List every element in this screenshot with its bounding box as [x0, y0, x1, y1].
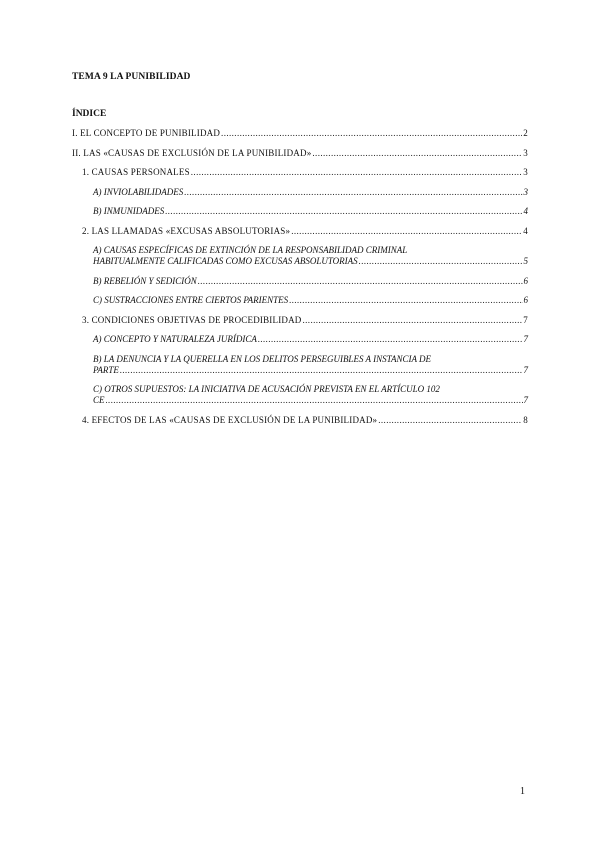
toc-entry-label: C) SUSTRACCIONES ENTRE CIERTOS PARIENTES: [93, 295, 289, 305]
toc-entry[interactable]: [72, 276, 528, 287]
table-of-contents: [72, 128, 528, 434]
toc-leader-dots: [258, 334, 523, 345]
index-heading: ÍNDICE: [72, 109, 107, 119]
toc-entry[interactable]: [72, 315, 528, 326]
toc-entry-label: 3. CONDICIONES OBJETIVAS DE PROCEDIBILIDAD: [82, 314, 302, 325]
toc-entry-label: II. LAS «CAUSAS DE EXCLUSIÓN DE LA PUNIBILIDAD»: [72, 147, 312, 158]
toc-entry-page: 3: [523, 147, 528, 158]
toc-entry-page: 7: [523, 334, 528, 344]
toc-entry-page: 7: [523, 395, 528, 405]
toc-leader-dots: [165, 206, 522, 217]
toc-entry-label-line2: PARTE: [93, 364, 119, 375]
toc-entry-label-line1: A) CAUSAS ESPECÍFICAS DE EXTINCIÓN DE LA RESPONSABILIDAD CRIMINAL: [93, 245, 408, 255]
toc-entry-label: 4. EFECTOS DE LAS «CAUSAS DE EXCLUSIÓN DE LA PUNIBILIDAD»: [82, 414, 378, 425]
toc-leader-dots: [359, 256, 523, 267]
toc-entry-label: 1. CAUSAS PERSONALES: [82, 167, 190, 177]
toc-entry-label-line1: C) OTROS SUPUESTOS: LA INICIATIVA DE ACUSACIÓN PREVISTA EN EL ARTÍCULO 102: [93, 384, 440, 394]
toc-entry-page: 6: [523, 295, 528, 305]
document-title: TEMA 9 LA PUNIBILIDAD: [72, 72, 191, 82]
toc-entry-page: 8: [523, 414, 528, 425]
toc-entry[interactable]: [72, 206, 528, 217]
toc-entry-label: A) INVIOLABILIDADES: [93, 186, 184, 197]
toc-entry[interactable]: [72, 245, 528, 267]
toc-entry-label: B) REBELIÓN Y SEDICIÓN: [93, 275, 197, 286]
toc-leader-dots: [198, 276, 523, 287]
toc-entry[interactable]: [72, 354, 528, 376]
toc-leader-dots: [312, 148, 522, 159]
toc-entry-label-line2: HABITUALMENTE CALIFICADAS COMO EXCUSAS ABSOLUTORIAS: [93, 256, 358, 266]
toc-entry-page: 5: [523, 256, 528, 266]
toc-entry[interactable]: [72, 167, 528, 178]
toc-entry-page: 3: [523, 167, 528, 177]
toc-leader-dots: [191, 167, 523, 178]
toc-entry[interactable]: [72, 295, 528, 306]
toc-entry-label-line1: B) LA DENUNCIA Y LA QUERELLA EN LOS DELITOS PERSEGUIBLES A INSTANCIA DE: [93, 353, 432, 364]
toc-entry[interactable]: [72, 128, 528, 139]
toc-leader-dots: [120, 365, 523, 376]
toc-entry-label: A) CONCEPTO Y NATURALEZA JURÍDICA: [93, 334, 257, 344]
toc-entry[interactable]: [72, 226, 528, 237]
toc-entry[interactable]: [72, 384, 528, 406]
toc-entry[interactable]: [72, 415, 528, 426]
toc-entry-label: B) INMUNIDADES: [93, 206, 165, 216]
toc-leader-dots: [289, 295, 522, 306]
toc-entry-label: 2. LAS LLAMADAS «EXCUSAS ABSOLUTORIAS»: [82, 225, 291, 236]
toc-entry-page: 4: [523, 225, 528, 236]
toc-entry[interactable]: [72, 334, 528, 345]
toc-entry-label: I. EL CONCEPTO DE PUNIBILIDAD: [72, 128, 221, 138]
toc-entry-page: 3: [523, 186, 528, 197]
toc-leader-dots: [378, 415, 522, 426]
toc-entry-label-line2: CE: [93, 395, 105, 405]
toc-entry-page: 6: [523, 275, 528, 286]
toc-entry-page: 7: [523, 314, 528, 325]
toc-leader-dots: [106, 395, 523, 406]
page-number: 1: [520, 786, 525, 797]
toc-leader-dots: [291, 226, 522, 237]
toc-entry[interactable]: [72, 148, 528, 159]
toc-leader-dots: [221, 128, 522, 139]
toc-entry-page: 4: [523, 206, 528, 216]
toc-leader-dots: [303, 315, 523, 326]
toc-entry-page: 2: [523, 128, 528, 138]
toc-leader-dots: [184, 187, 522, 198]
toc-entry[interactable]: [72, 187, 528, 198]
toc-entry-page: 7: [523, 364, 528, 375]
